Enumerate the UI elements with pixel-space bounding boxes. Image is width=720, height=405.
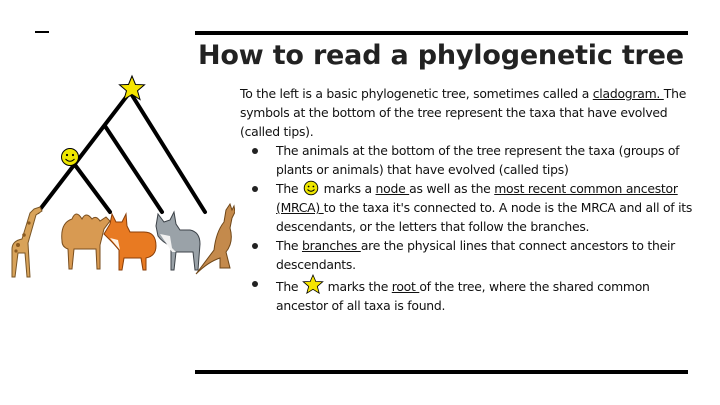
mrca-term: most recent common ancestor (MRCA) bbox=[276, 181, 678, 215]
list-item bbox=[240, 236, 700, 274]
bullet-list bbox=[240, 141, 700, 315]
bullet-text: are the physical lines that connect ancestors to their descendants. bbox=[276, 238, 676, 272]
bullet-text: marks the bbox=[323, 279, 392, 294]
slide-body bbox=[240, 84, 700, 315]
list-item bbox=[240, 274, 700, 315]
node-term: node bbox=[375, 181, 410, 196]
phylogenetic-tree bbox=[0, 70, 235, 290]
decorative-dash bbox=[35, 31, 49, 33]
root-term: root bbox=[391, 279, 420, 294]
smiley-icon bbox=[302, 180, 320, 196]
kangaroo-icon bbox=[196, 204, 235, 274]
bullet-text: The bbox=[276, 279, 302, 294]
bullet-text: to the taxa it's connected to. A node is the MRCA and all of its descendants, or the letters that follow the branches. bbox=[276, 200, 693, 234]
list-item bbox=[240, 179, 700, 236]
branches-term: branches bbox=[301, 238, 361, 253]
bullet-text: as well as the bbox=[409, 181, 495, 196]
bullet-dot bbox=[252, 148, 258, 154]
bullet-dot bbox=[252, 281, 258, 287]
bullet-text: marks a bbox=[319, 181, 376, 196]
bullet-text: The bbox=[276, 181, 302, 196]
slide-title: How to read a phylogenetic tree bbox=[198, 40, 684, 71]
bullet-text: of the tree, where the shared common ancestor of all taxa is found. bbox=[276, 279, 650, 313]
smiley-icon bbox=[62, 149, 79, 166]
star-icon bbox=[302, 274, 324, 294]
bullet-text: The bbox=[276, 238, 302, 253]
cladogram-term: cladogram. bbox=[592, 86, 664, 101]
camel-icon bbox=[62, 214, 110, 269]
giraffe-icon bbox=[12, 207, 42, 277]
bullet-text: The animals at the bottom of the tree represent the taxa (groups of plants or animals) that have evolved (called tips) bbox=[276, 143, 680, 177]
intro-text-2: The symbols at the bottom of the tree represent the taxa that have evolved (called tips). bbox=[240, 86, 687, 139]
bullet-dot bbox=[252, 243, 258, 249]
wolf-icon bbox=[156, 212, 200, 270]
top-rule bbox=[195, 31, 688, 35]
list-item bbox=[240, 141, 700, 179]
intro-text: To the left is a basic phylogenetic tree, sometimes called a bbox=[240, 86, 593, 101]
bottom-rule bbox=[195, 370, 688, 374]
bullet-dot bbox=[252, 186, 258, 192]
fox-icon bbox=[104, 214, 156, 270]
intro-paragraph bbox=[240, 84, 700, 141]
